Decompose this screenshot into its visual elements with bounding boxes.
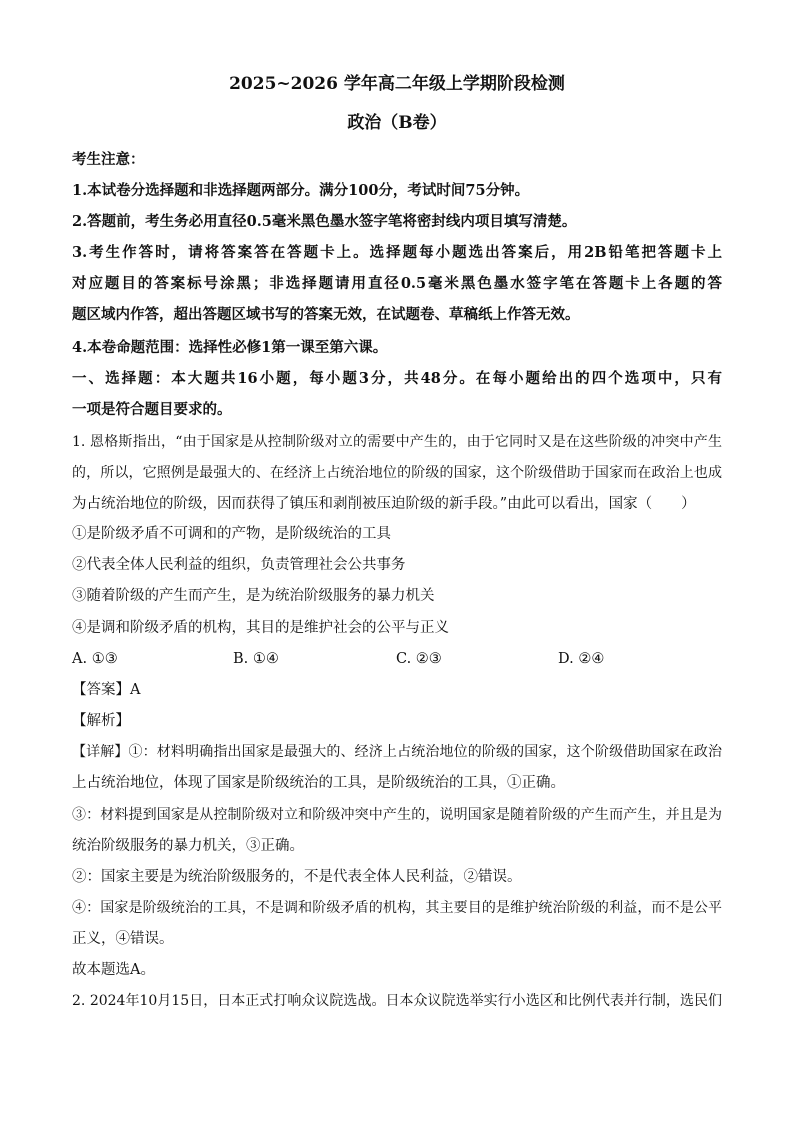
q1-option-b: B. ①④ bbox=[233, 651, 279, 667]
notice-item: 3.考生作答时，请将答案答在答题卡上。选择题每小题选出答案后，用2B铅笔把答题卡上 bbox=[72, 244, 722, 261]
q1-option-a: A. ①③ bbox=[72, 651, 118, 667]
q1-analysis-label: 【解析】 bbox=[72, 713, 130, 729]
q1-statement: ④是调和阶级矛盾的机构，其目的是维护社会的公平与正义 bbox=[72, 620, 449, 636]
q1-stem-line: 的，所以，它照例是最强大的、在经济上占统治地位的阶级的国家，这个阶级借助于国家而在政治上也成 bbox=[72, 465, 722, 481]
q1-statement: ①是阶级矛盾不可调和的产物，是阶级统治的工具 bbox=[72, 526, 391, 542]
notice-item: 题区域内作答，超出答题区域书写的答案无效，在试题卷、草稿纸上作答无效。 bbox=[72, 306, 580, 323]
q1-explanation-line: ③：材料提到国家是从控制阶级对立和阶级冲突中产生的，说明国家是随着阶级的产生而产生，并且是为 bbox=[72, 807, 722, 823]
section-heading-cont: 一项是符合题目要求的。 bbox=[72, 401, 232, 418]
notice-item: 对应题目的答案标号涂黑；非选择题请用直径0.5毫米黑色墨水签字笔在答题卡上各题的答 bbox=[72, 275, 722, 292]
q2-stem-line: 2. 2024年10月15日，日本正式打响众议院选战。日本众议院选举实行小选区和比例代表并行制，选民们 bbox=[72, 993, 722, 1009]
q1-stem-line: 1. 恩格斯指出，“由于国家是从控制阶级对立的需要中产生的，由于它同时又是在这些阶级的冲突中产生 bbox=[72, 434, 722, 450]
q1-explanation-line: 上占统治地位，体现了国家是阶级统治的工具，是阶级统治的工具，①正确。 bbox=[72, 775, 565, 791]
exam-subtitle: 政治（B卷） bbox=[347, 113, 447, 133]
notice-heading: 考生注意： bbox=[72, 151, 145, 168]
q1-explanation-line: ④：国家是阶级统治的工具，不是调和阶级矛盾的机构，其主要目的是维护统治阶级的利益，而不是公平 bbox=[72, 900, 722, 916]
q1-explanation-line: 统治阶级服务的暴力机关，③正确。 bbox=[72, 838, 304, 854]
q1-explanation-line: 故本题选A。 bbox=[72, 962, 155, 978]
q1-option-d: D. ②④ bbox=[558, 651, 605, 667]
q1-answer: 【答案】A bbox=[72, 682, 141, 698]
notice-item: 2.答题前，考生务必用直径0.5毫米黑色墨水签字笔将密封线内项目填写清楚。 bbox=[72, 213, 577, 230]
section-heading: 一、选择题：本大题共16小题，每小题3分，共48分。在每小题给出的四个选项中，只有 bbox=[72, 370, 722, 387]
notice-item: 1.本试卷分选择题和非选择题两部分。满分100分，考试时间75分钟。 bbox=[72, 182, 530, 199]
q1-statement: ③随着阶级的产生而产生，是为统治阶级服务的暴力机关 bbox=[72, 588, 435, 604]
notice-item: 4.本卷命题范围：选择性必修1第一课至第六课。 bbox=[72, 339, 388, 356]
q1-explanation-line: ②：国家主要是为统治阶级服务的，不是代表全体人民利益，②错误。 bbox=[72, 869, 522, 885]
q1-stem-line: 为占统治地位的阶级，因而获得了镇压和剥削被压迫阶级的新手段。”由此可以看出，国家（ ） bbox=[72, 496, 696, 512]
exam-title: 2025~2026 学年高二年级上学期阶段检测 bbox=[229, 74, 565, 94]
q1-explanation-line: 正义，④错误。 bbox=[72, 931, 174, 947]
q1-option-c: C. ②③ bbox=[396, 651, 442, 667]
q1-explanation-line: 【详解】①：材料明确指出国家是最强大的、经济上占统治地位的阶级的国家，这个阶级借助国家在政治 bbox=[72, 744, 722, 760]
q1-statement: ②代表全体人民利益的组织，负责管理社会公共事务 bbox=[72, 557, 406, 573]
